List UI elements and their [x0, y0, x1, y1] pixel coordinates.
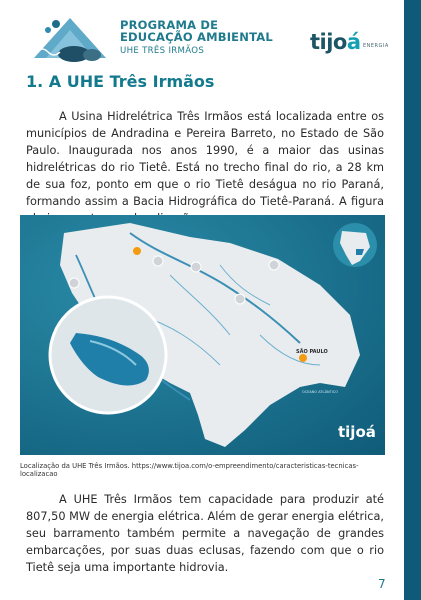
map-label-ocean: OCEANO ATLÂNTICO	[302, 390, 338, 394]
program-title	[120, 19, 273, 43]
map-brand-logo: tijoá	[338, 423, 376, 441]
brand-logo-sub: ENERGIA	[363, 43, 389, 49]
capacity-paragraph	[26, 491, 384, 576]
page-number: 7	[378, 577, 386, 591]
side-stripe	[404, 0, 421, 600]
capacity-paragraph-text: A UHE Três Irmãos tem capacidade para produzir até 807,50 MW de energia elétrica. Além de gerar energia elétrica, seu barramento também permite a navegação de grandes embarcações, por suas duas eclusas, fazendo com que o rio Tietê seja uma importante hidrovia.	[26, 493, 384, 574]
sao-paulo-marker	[299, 354, 307, 362]
brand-logo	[310, 30, 361, 54]
south-america-inset	[333, 223, 377, 267]
program-subtitle: UHE TRÊS IRMÃOS	[120, 46, 205, 56]
map-label-sao-paulo: SÃO PAULO	[296, 349, 328, 355]
intro-paragraph-text: A Usina Hidrelétrica Três Irmãos está localizada entre os municípios de Andradina e Pereira Barreto, no Estado de São Paulo. Inaugurada nos anos 1990, é a maior das usinas hidrelétricas do rio Tietê. Está no trecho final do rio, a 28 km de sua foz, ponto em que o rio Tietê deságua no rio Paraná, formando assim a Bacia Hidrográfica do Tietê-Paraná. A figura	[26, 110, 384, 208]
program-title-line2: EDUCAÇÃO AMBIENTAL	[120, 30, 273, 44]
figure-caption: Localização da UHE Três Irmãos. https://www.tijoa.com/o-empreendimento/caracteristicas-tecnicas-localizacao	[20, 462, 359, 478]
brand-logo-main: tijo	[310, 30, 347, 54]
intro-paragraph	[26, 108, 384, 227]
page-header	[0, 0, 404, 64]
brand-logo-accent: á	[346, 30, 361, 54]
program-logo-icon	[26, 14, 108, 62]
dam-marker	[133, 247, 141, 255]
program-title-line1: PROGRAMA DE	[120, 18, 219, 32]
location-map	[20, 215, 385, 455]
section-title: 1. A UHE Três Irmãos	[26, 72, 215, 91]
